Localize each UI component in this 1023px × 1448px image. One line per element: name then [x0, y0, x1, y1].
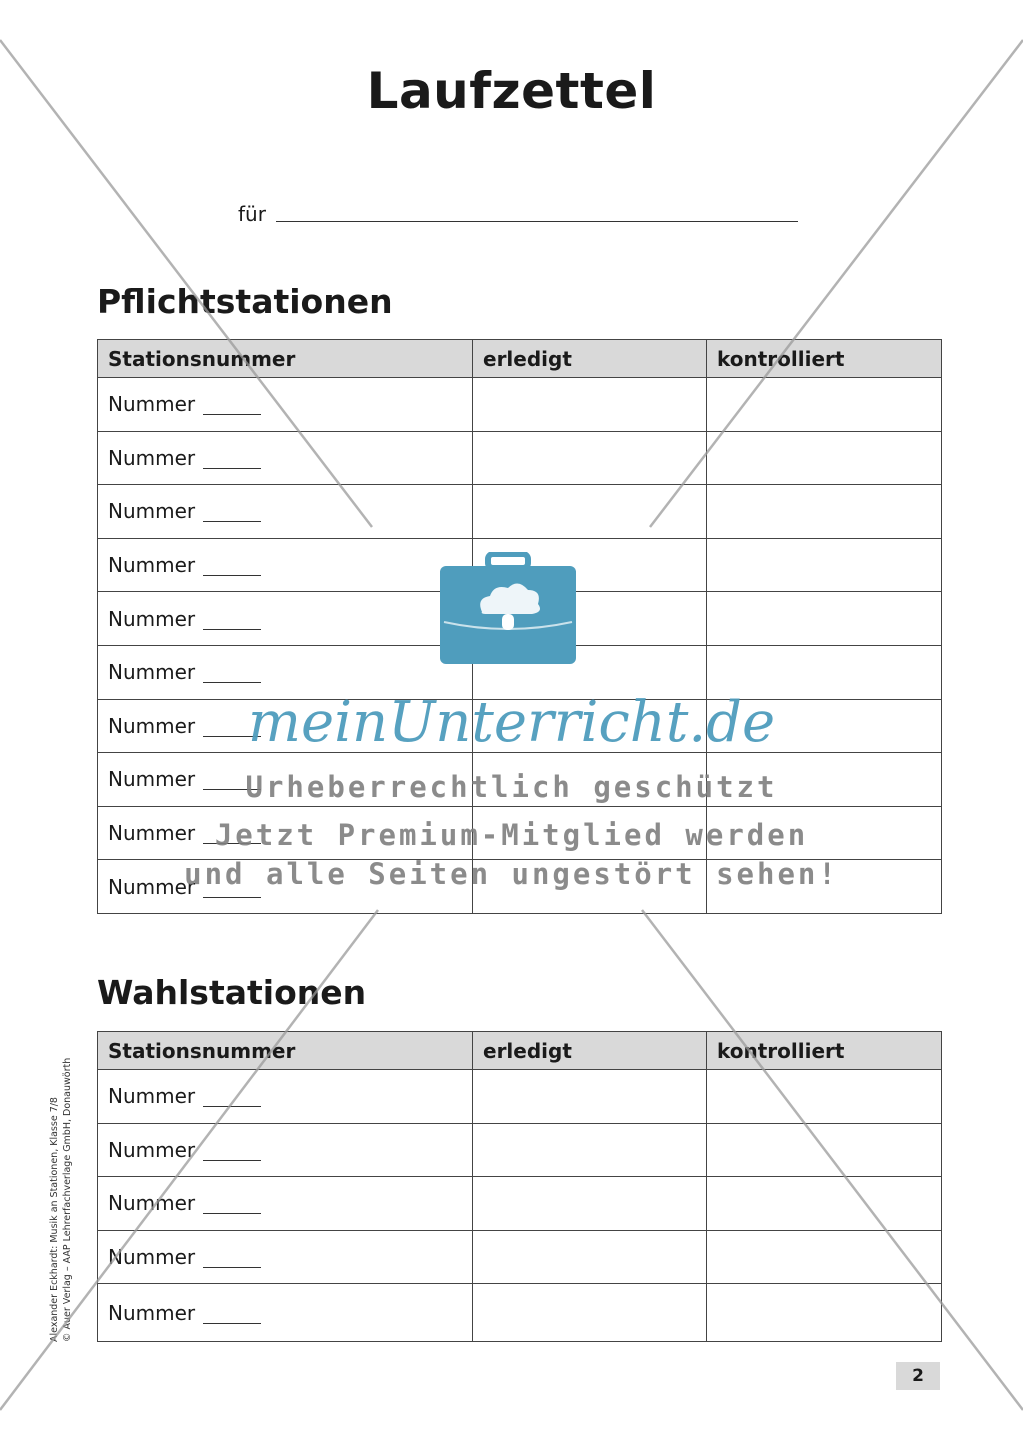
row-label: Nummer — [108, 1300, 196, 1325]
table-row — [98, 1230, 942, 1284]
wahl-heading: Wahlstationen — [97, 973, 367, 1012]
table-row — [98, 1177, 942, 1231]
number-blank-line — [203, 574, 261, 576]
erledigt-cell — [473, 431, 707, 485]
name-field-line — [276, 221, 798, 222]
col-header-kontrolliert: kontrolliert — [707, 1032, 942, 1070]
fuer-label: für — [238, 202, 266, 226]
kontrolliert-cell — [707, 431, 942, 485]
kontrolliert-cell — [707, 592, 942, 646]
row-label: Nummer — [108, 1245, 196, 1270]
row-label: Nummer — [108, 821, 196, 846]
credit-line-1: Alexander Eckhardt: Musik an Stationen, Klasse 7/8 — [49, 1097, 60, 1342]
kontrolliert-cell — [707, 1177, 942, 1231]
kontrolliert-cell — [707, 1070, 942, 1124]
number-blank-line — [203, 1212, 261, 1214]
station-number-cell — [98, 431, 473, 485]
row-label: Nummer — [108, 606, 196, 631]
col-header-stationsnummer: Stationsnummer — [98, 340, 473, 378]
wahl-table — [97, 1031, 942, 1342]
row-label: Nummer — [108, 767, 196, 792]
erledigt-cell — [473, 1070, 707, 1124]
station-number-cell — [98, 592, 473, 646]
table-row — [98, 1284, 942, 1342]
kontrolliert-cell — [707, 378, 942, 432]
table-row — [98, 485, 942, 539]
watermark-premium-line: Jetzt Premium-Mitglied werden — [214, 818, 809, 852]
number-blank-line — [203, 520, 261, 522]
watermark-brand: meinUnterricht.de — [247, 690, 776, 755]
table-row — [98, 431, 942, 485]
number-blank-line — [203, 1105, 261, 1107]
row-label: Nummer — [108, 1084, 196, 1109]
table-header-row — [98, 1032, 942, 1070]
station-number-cell — [98, 538, 473, 592]
erledigt-cell — [473, 485, 707, 539]
erledigt-cell — [473, 1230, 707, 1284]
col-header-kontrolliert: kontrolliert — [707, 340, 942, 378]
kontrolliert-cell — [707, 538, 942, 592]
number-blank-line — [203, 1159, 261, 1161]
watermark-copyright: Urheberrechtlich geschützt — [245, 770, 778, 804]
number-blank-line — [203, 681, 261, 683]
watermark-briefcase-icon — [440, 552, 576, 664]
page-number: 2 — [896, 1362, 940, 1390]
kontrolliert-cell — [707, 485, 942, 539]
col-header-erledigt: erledigt — [473, 340, 707, 378]
row-label: Nummer — [108, 392, 196, 417]
station-number-cell — [98, 378, 473, 432]
station-number-cell — [98, 1177, 473, 1231]
kontrolliert-cell — [707, 1123, 942, 1177]
number-blank-line — [203, 413, 261, 415]
table-header-row — [98, 340, 942, 378]
station-number-cell — [98, 1123, 473, 1177]
row-label: Nummer — [108, 1137, 196, 1162]
station-number-cell — [98, 1230, 473, 1284]
number-blank-line — [203, 1322, 261, 1324]
row-label: Nummer — [108, 445, 196, 470]
erledigt-cell — [473, 378, 707, 432]
kontrolliert-cell — [707, 1284, 942, 1342]
page-title: Laufzettel — [366, 62, 657, 120]
side-credit — [48, 1042, 74, 1342]
erledigt-cell — [473, 1284, 707, 1342]
number-blank-line — [203, 467, 261, 469]
number-blank-line — [203, 628, 261, 630]
station-number-cell — [98, 1070, 473, 1124]
number-blank-line — [203, 896, 261, 898]
station-number-cell — [98, 1284, 473, 1342]
row-label: Nummer — [108, 713, 196, 738]
table-row — [98, 1070, 942, 1124]
erledigt-cell — [473, 1123, 707, 1177]
row-label: Nummer — [108, 660, 196, 685]
station-number-cell — [98, 485, 473, 539]
credit-line-2: © Auer Verlag – AAP Lehrerfachverlage GmbH, Donauwörth — [62, 1057, 73, 1342]
row-label: Nummer — [108, 874, 196, 899]
watermark-premium-line-2: und alle Seiten ungestört sehen! — [184, 857, 839, 891]
col-header-stationsnummer: Stationsnummer — [98, 1032, 473, 1070]
pflicht-heading: Pflichtstationen — [97, 282, 393, 321]
erledigt-cell — [473, 1177, 707, 1231]
number-blank-line — [203, 1266, 261, 1268]
row-label: Nummer — [108, 1191, 196, 1216]
table-row — [98, 378, 942, 432]
col-header-erledigt: erledigt — [473, 1032, 707, 1070]
table-row — [98, 1123, 942, 1177]
row-label: Nummer — [108, 553, 196, 578]
row-label: Nummer — [108, 499, 196, 524]
kontrolliert-cell — [707, 1230, 942, 1284]
